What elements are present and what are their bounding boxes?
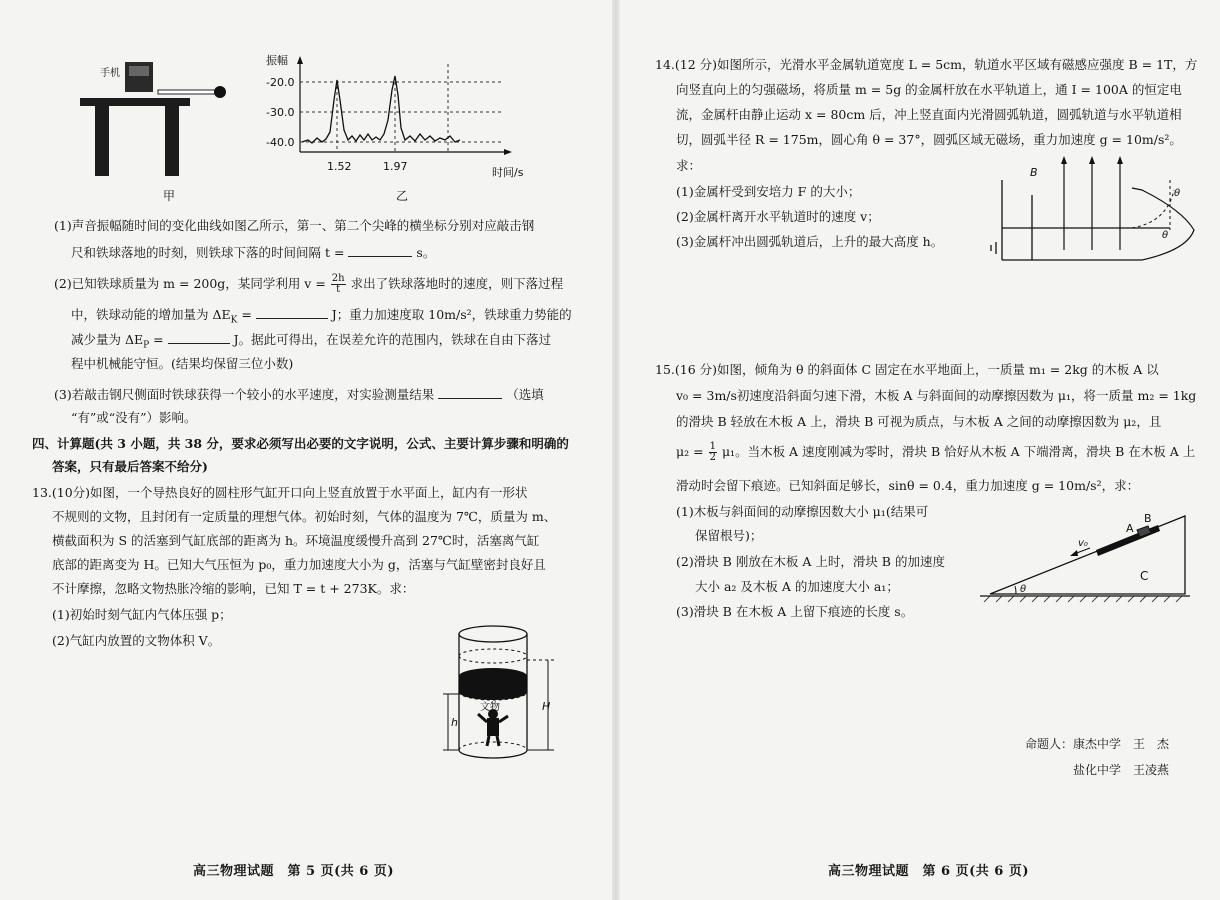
q15-part1-line2: 保留根号)；: [695, 528, 763, 543]
height-h-label: h: [451, 716, 458, 729]
q12-part1-line1: (1)声音振幅随时间的变化曲线如图乙所示，第一、第二个尖峰的横坐标分别对应敲击钢: [54, 218, 535, 233]
q13-part2: (2)气缸内放置的文物体积 V。: [52, 633, 221, 648]
section4-heading-line1: 四、计算题(共 3 小题，共 38 分，要求必须写出必要的文字说明，公式、主要计算步骤和明确的: [32, 436, 569, 451]
q12-part2-line4: 程中机械能守恒。(结果均保留三位小数): [71, 356, 294, 371]
q15-part2-line2: 大小 a₂ 及木板 A 的加速度大小 a₁；: [695, 579, 899, 594]
answer-blank-effect[interactable]: [438, 386, 502, 399]
q14-line1: 14.(12 分)如图所示，光滑水平金属轨道宽度 L = 5cm，轨道水平区域有磁感应强度 B = 1T，方: [655, 57, 1198, 72]
q13-line2: 不规则的文物，且封闭有一定质量的理想气体。初始时刻，气体的温度为 7℃，质量为 m、: [52, 509, 557, 524]
section4-heading-line2: 答案，只有最后答案不给分): [52, 459, 208, 474]
page-fold: [612, 0, 620, 900]
q12-part1-line2: [71, 244, 435, 261]
q13-line5: 不计摩擦，忽略文物热胀冷缩的影响，已知 T = t + 273K。求：: [52, 581, 415, 596]
footer-page-6: 高三物理试题 第 6 页(共 6 页): [828, 864, 1029, 879]
graph-xtick-1: 1.52: [327, 160, 352, 173]
q14-line4: 切，圆弧半径 R = 175m，圆心角 θ = 37°，圆弧区域无磁场，重力加速度 g = 10m/s²。: [676, 132, 1182, 147]
figure-15-incline: [980, 502, 1200, 612]
steel-ruler: [158, 90, 216, 94]
graph-ytick-3: -40.0: [266, 136, 295, 149]
q14-line3: 流，金属杆由静止运动 x = 80cm 后，冲上竖直面内光滑圆弧轨道，圆弧轨道与水平轨道相: [676, 107, 1182, 122]
q15-line3: 的滑块 B 轻放在木板 A 上，滑块 B 可视为质点，与木板 A 之间的动摩擦因数为 μ₂，且: [676, 414, 1162, 429]
q12-part2-line1: [54, 274, 563, 295]
answer-blank-t[interactable]: [348, 244, 412, 257]
piston: [459, 668, 527, 700]
author-line-2: 盐化中学 王凌燕: [1073, 763, 1170, 777]
q13-line4: 底部的距离变为 H。已知大气压恒为 p₀，重力加速度大小为 g，活塞与气缸壁密封良好且: [52, 557, 546, 572]
figure-13-cylinder: [440, 618, 570, 768]
q14-line5: 求：: [676, 158, 702, 173]
table-leg-left: [95, 106, 109, 176]
q12-part2-text-a: (2)已知铁球质量为 m = 200g，某同学利用 v =: [54, 276, 326, 291]
relic-figure: [478, 709, 508, 746]
graph-xtick-2: 1.97: [383, 160, 408, 173]
phone-label: 手机: [100, 68, 120, 79]
graph-x-label: 时间/s: [492, 166, 524, 179]
magnetic-field-lines: [1061, 156, 1123, 250]
relic-label: 文物: [480, 702, 500, 713]
q12-part3-line2: “有”或“没有”）影响。: [71, 410, 197, 425]
q12-part1-unit: s。: [416, 245, 436, 260]
q13-line3: 横截面积为 S 的活塞到气缸底部的距离为 h。环境温度缓慢升高到 27℃时，活塞离气缸: [52, 533, 540, 548]
answer-blank-ep[interactable]: [168, 331, 230, 344]
q12-part2-line3: 减少量为 $\Delta E_P = J$。据此可得出，在误差允许的范围内，铁球在自由下落过: [71, 332, 552, 351]
label-v0: v₀: [1078, 538, 1088, 549]
q15-line4: μ₂ = $\frac{1}{2}$ μ₁。当木板 A 速度刚减为零时，滑块 B 恰好从木板 A 下端滑离，滑块 B 在木板 A 上: [676, 441, 1196, 463]
q15-part3: (3)滑块 B 在木板 A 上留下痕迹的长度 s。: [676, 604, 914, 619]
q14-part3: (3)金属杆冲出圆弧轨道后，上升的最大高度 h。: [676, 234, 944, 249]
height-H-label: H: [542, 700, 551, 713]
figure-yi-graph: [262, 50, 540, 210]
angle-theta-top: θ: [1174, 188, 1181, 199]
q14-part1: (1)金属杆受到安培力 F 的大小；: [676, 184, 861, 199]
angle-theta-bottom: θ: [1162, 230, 1169, 241]
q12-part1-text: 尺和铁球落地的时刻，则铁球下落的时间间隔 t =: [71, 245, 345, 260]
label-C: C: [1140, 569, 1149, 583]
q15-line1: 15.(16 分)如图，倾角为 θ 的斜面体 C 固定在水平地面上，一质量 m₁ = 2kg 的木板 A 以: [655, 362, 1159, 377]
label-B: B: [1144, 512, 1152, 525]
graph-ytick-1: -20.0: [266, 76, 295, 89]
q15-line2: v₀ = 3m/s初速度沿斜面匀速下滑，木板 A 与斜面间的动摩擦因数为 μ₁，将一质量 m₂ = 1kg: [676, 388, 1197, 403]
figure-jia-table: [70, 50, 240, 215]
table-top: [80, 98, 190, 106]
q15-part2-line1: (2)滑块 B 刚放在木板 A 上时，滑块 B 的加速度: [676, 554, 945, 569]
graph-ytick-2: -30.0: [266, 106, 295, 119]
q15-line5: 滑动时会留下痕迹。已知斜面足够长，sinθ = 0.4，重力加速度 g = 10m/s²，求：: [676, 478, 1140, 493]
figure-jia-caption: 甲: [163, 189, 176, 203]
field-B-label: B: [1030, 166, 1038, 179]
figure-14-rails: [982, 150, 1202, 280]
iron-ball: [214, 86, 226, 98]
fraction-one-half: $\frac{1}{2}$: [709, 441, 716, 463]
graph-y-label: 振幅: [266, 54, 288, 67]
q13-part1: (1)初始时刻气缸内气体压强 p；: [52, 607, 232, 622]
q14-part2: (2)金属杆离开水平轨道时的速度 v；: [676, 209, 880, 224]
label-A: A: [1126, 522, 1134, 535]
q12-part2-line2: 中，铁球动能的增加量为 $\Delta E_K = J$；重力加速度取 10m/s²，铁球重力势能的: [71, 307, 572, 326]
q12-part2-text-b: 求出了铁球落地时的速度，则下落过程: [350, 276, 564, 291]
q12-part3-line1: (3)若敲击钢尺侧面时铁球获得一个较小的水平速度，对实验测量结果 （选填: [54, 387, 544, 402]
q14-line2: 向竖直向上的匀强磁场，将质量 m = 5g 的金属杆放在水平轨道上，通 I = 100A 的恒定电: [676, 82, 1182, 97]
footer-page-5: 高三物理试题 第 5 页(共 6 页): [193, 864, 394, 879]
figure-yi-caption: 乙: [396, 189, 409, 203]
author-line-1: 命题人：康杰中学 王 杰: [1025, 737, 1170, 751]
amplitude-curve: [302, 76, 460, 143]
label-theta: θ: [1020, 584, 1027, 595]
table-leg-right: [165, 106, 179, 176]
exam-page-6: [620, 0, 1220, 900]
answer-blank-ek[interactable]: [256, 306, 328, 319]
q13-line1: 13.(10分)如图，一个导热良好的圆柱形气缸开口向上竖直放置于水平面上，缸内有一形状: [32, 485, 528, 500]
fraction-2h-t: $\frac{2h}{t}$: [331, 273, 345, 295]
q15-part1-line1: (1)木板与斜面间的动摩擦因数大小 μ₁(结果可: [676, 504, 929, 519]
